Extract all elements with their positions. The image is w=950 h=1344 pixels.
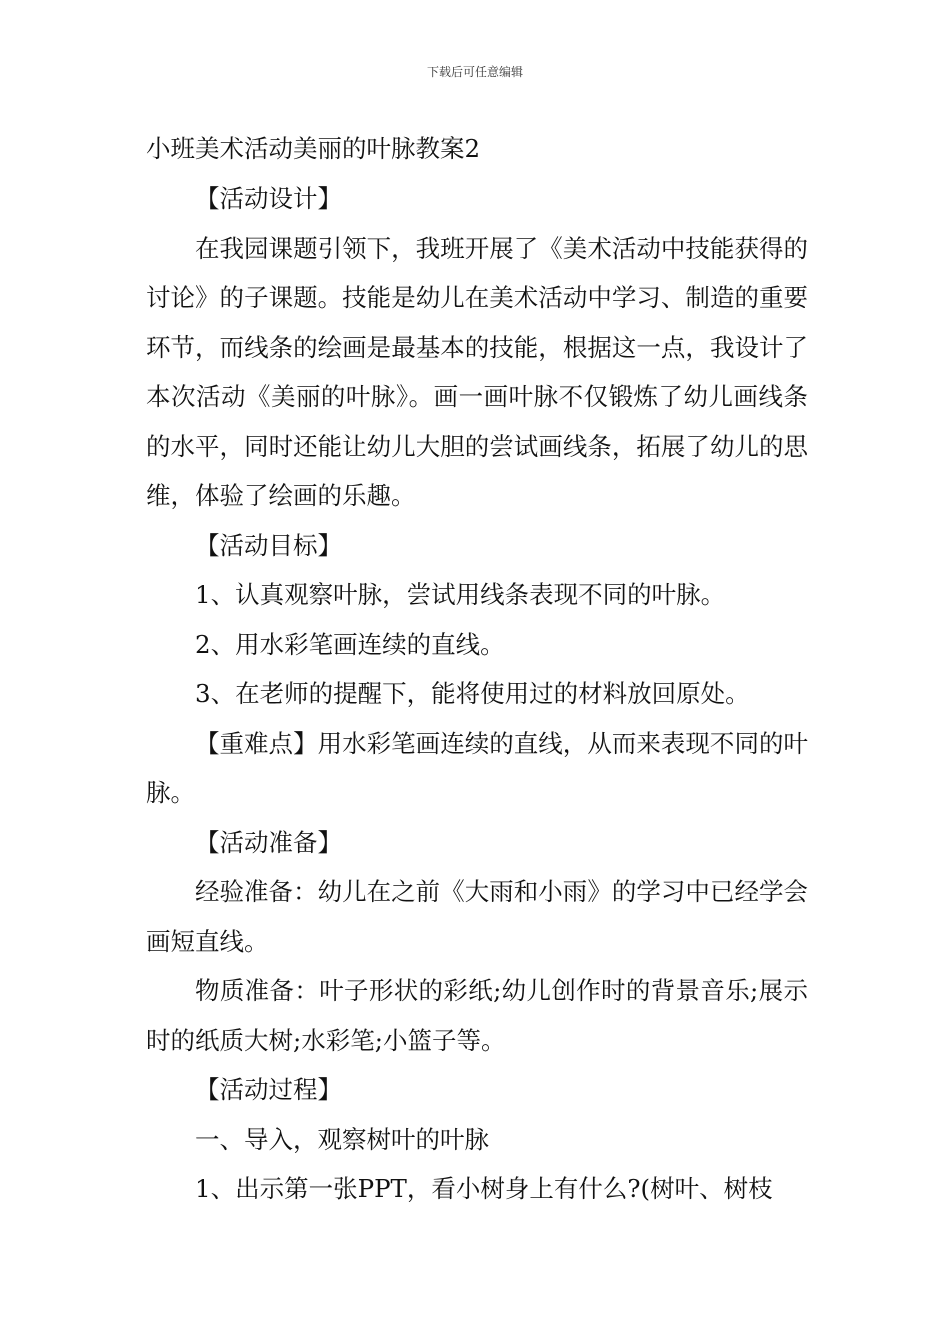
- paragraph-material-prep: 物质准备：叶子形状的彩纸;幼儿创作时的背景音乐;展示时的纸质大树;水彩笔;小篮子等。: [146, 976, 808, 1055]
- process-step-item: 1、出示第一张PPT，看小树身上有什么?(树叶、树枝: [195, 1174, 773, 1203]
- goal-item: 2、用水彩笔画连续的直线。: [195, 629, 505, 659]
- section-heading-goals: 【活动目标】: [195, 530, 342, 560]
- section-heading-preparation: 【活动准备】: [195, 827, 342, 857]
- document-body: [146, 124, 808, 1214]
- goal-item: 3、在老师的提醒下，能将使用过的材料放回原处。: [195, 679, 750, 708]
- section-heading-design: 【活动设计】: [195, 184, 342, 213]
- paragraph-experience-prep: 经验准备：幼儿在之前《大雨和小雨》的学习中已经学会画短直线。: [146, 877, 808, 956]
- goal-item: 1、认真观察叶脉，尝试用线条表现不同的叶脉。: [195, 580, 726, 609]
- page-header: 下载后可任意编辑: [426, 65, 523, 79]
- section-heading-process: 【活动过程】: [195, 1075, 342, 1104]
- paragraph-key-points: 【重难点】用水彩笔画连续的直线，从而来表现不同的叶脉。: [146, 728, 808, 807]
- document-title: 小班美术活动美丽的叶脉教案2: [146, 134, 481, 163]
- paragraph-design: 在我园课题引领下，我班开展了《美术活动中技能获得的讨论》的子课题。技能是幼儿在美术活动中学习、制造的重要环节，而线条的绘画是最基本的技能，根据这一点，我设计了本次活动《美丽的叶脉》。画一画叶脉不仅锻炼了幼儿画线条的水平，同时还能让幼儿大胆的尝试画线条，拓展了幼儿的思维，体验了绘画的乐趣。: [146, 233, 808, 510]
- process-step-heading: 一、导入，观察树叶的叶脉: [195, 1124, 489, 1154]
